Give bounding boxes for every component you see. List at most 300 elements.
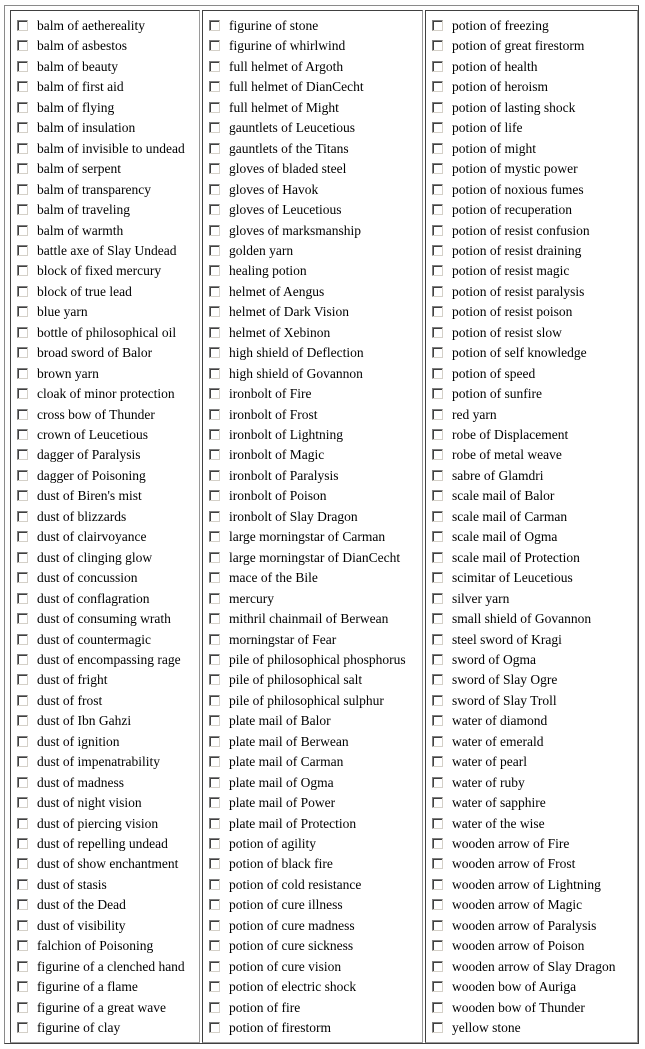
item-checkbox[interactable]: [17, 756, 28, 767]
item-checkbox[interactable]: [432, 777, 443, 788]
item-checkbox[interactable]: [209, 388, 220, 399]
item-checkbox[interactable]: [432, 634, 443, 645]
item-checkbox[interactable]: [432, 920, 443, 931]
item-checkbox[interactable]: [17, 797, 28, 808]
item-label: plate mail of Power: [229, 795, 336, 811]
item-checkbox[interactable]: [209, 920, 220, 931]
item-label: sword of Slay Ogre: [452, 672, 558, 688]
item-label: dust of blizzards: [37, 508, 127, 524]
item-label: sword of Ogma: [452, 651, 536, 667]
item-checkbox[interactable]: [17, 531, 28, 542]
item-label: potion of health: [452, 58, 538, 74]
item-checkbox[interactable]: [432, 899, 443, 910]
item-label: battle axe of Slay Undead: [37, 242, 177, 258]
item-checkbox[interactable]: [17, 265, 28, 276]
item-label: wooden arrow of Frost: [452, 856, 576, 872]
item-checkbox[interactable]: [209, 511, 220, 522]
item-label: gloves of bladed steel: [229, 161, 347, 177]
item-checkbox[interactable]: [209, 286, 220, 297]
item-label: helmet of Xebinon: [229, 324, 331, 340]
item-label: dust of impenatrability: [37, 754, 160, 770]
item-checkbox[interactable]: [209, 858, 220, 869]
item-label: small shield of Govannon: [452, 611, 592, 627]
item-label: balm of traveling: [37, 202, 130, 218]
item-checkbox[interactable]: [432, 613, 443, 624]
item-label: potion of great firestorm: [452, 38, 585, 54]
item-checkbox[interactable]: [209, 695, 220, 706]
item-checkbox[interactable]: [432, 818, 443, 829]
item-checkbox[interactable]: [432, 593, 443, 604]
item-checkbox[interactable]: [17, 81, 28, 92]
item-checkbox[interactable]: [432, 388, 443, 399]
item-checkbox[interactable]: [432, 715, 443, 726]
item-label: dagger of Poisoning: [37, 467, 146, 483]
item-label: high shield of Deflection: [229, 345, 364, 361]
item-label: dagger of Paralysis: [37, 447, 141, 463]
item-checkbox[interactable]: [209, 654, 220, 665]
item-checkbox[interactable]: [17, 511, 28, 522]
item-checkbox[interactable]: [17, 1022, 28, 1033]
item-label: balm of flying: [37, 99, 115, 115]
item-checkbox[interactable]: [432, 572, 443, 583]
item-checkbox[interactable]: [432, 429, 443, 440]
item-checkbox[interactable]: [432, 20, 443, 31]
item-label: gloves of Havok: [229, 181, 319, 197]
item-checkbox[interactable]: [209, 1002, 220, 1013]
item-label: pile of philosophical sulphur: [229, 692, 384, 708]
item-checkbox[interactable]: [432, 961, 443, 972]
item-label: wooden arrow of Lightning: [452, 876, 601, 892]
item-checkbox[interactable]: [432, 695, 443, 706]
item-checkbox[interactable]: [17, 593, 28, 604]
item-checkbox[interactable]: [209, 838, 220, 849]
item-checkbox[interactable]: [209, 899, 220, 910]
item-label: potion of sunfire: [452, 386, 542, 402]
item-label: full helmet of DianCecht: [229, 79, 364, 95]
item-label: balm of beauty: [37, 58, 118, 74]
item-label: balm of aethereality: [37, 18, 145, 33]
item-checkbox[interactable]: [17, 490, 28, 501]
item-checkbox[interactable]: [17, 204, 28, 215]
item-checkbox[interactable]: [209, 409, 220, 420]
item-checkbox[interactable]: [17, 940, 28, 951]
item-checkbox[interactable]: [209, 756, 220, 767]
item-label: dust of clinging glow: [37, 549, 153, 565]
item-checkbox[interactable]: [209, 961, 220, 972]
item-label: ironbolt of Lightning: [229, 427, 343, 442]
item-checkbox[interactable]: [209, 981, 220, 992]
item-checkbox[interactable]: [432, 306, 443, 317]
item-checkbox[interactable]: [432, 347, 443, 358]
item-label: blue yarn: [37, 304, 88, 320]
item-checkbox[interactable]: [17, 388, 28, 399]
item-label: potion of cure madness: [229, 917, 355, 933]
item-label: gloves of Leucetious: [229, 202, 342, 218]
item-label: balm of invisible to undead: [37, 140, 185, 156]
item-checkbox[interactable]: [17, 429, 28, 440]
item-checkbox[interactable]: [209, 613, 220, 624]
item-checkbox[interactable]: [17, 368, 28, 379]
item-checkbox[interactable]: [432, 122, 443, 133]
item-label: dust of fright: [37, 672, 108, 688]
item-label: healing potion: [229, 263, 307, 279]
item-label: potion of cure vision: [229, 958, 342, 974]
item-checkbox[interactable]: [432, 838, 443, 849]
item-label: potion of resist poison: [452, 304, 573, 320]
item-label: scale mail of Balor: [452, 488, 555, 504]
item-label: balm of transparency: [37, 181, 151, 197]
item-checkbox[interactable]: [432, 674, 443, 685]
item-checkbox[interactable]: [209, 634, 220, 645]
item-checkbox[interactable]: [432, 265, 443, 276]
item-checkbox[interactable]: [17, 1002, 28, 1013]
item-label: gauntlets of Leucetious: [229, 120, 355, 136]
item-label: potion of mystic power: [452, 161, 578, 177]
item-label: figurine of a great wave: [37, 999, 166, 1015]
item-label: scimitar of Leucetious: [452, 570, 573, 586]
item-label: robe of metal weave: [452, 447, 562, 463]
item-checkbox[interactable]: [209, 61, 220, 72]
item-checkbox[interactable]: [17, 961, 28, 972]
item-checkbox[interactable]: [209, 490, 220, 501]
item-label: water of sapphire: [452, 795, 546, 811]
item-label: potion of heroism: [452, 79, 548, 95]
item-label: wooden bow of Thunder: [452, 999, 585, 1015]
item-label: ironbolt of Slay Dragon: [229, 508, 358, 524]
item-checkbox[interactable]: [209, 552, 220, 563]
item-checkbox[interactable]: [209, 225, 220, 236]
item-checkbox[interactable]: [432, 511, 443, 522]
item-checkbox[interactable]: [209, 184, 220, 195]
item-checkbox[interactable]: [209, 531, 220, 542]
item-checkbox[interactable]: [209, 674, 220, 685]
item-checkbox[interactable]: [432, 286, 443, 297]
item-label: potion of self knowledge: [452, 345, 587, 361]
item-label: sabre of Glamdri: [452, 467, 544, 483]
item-checkbox[interactable]: [209, 245, 220, 256]
item-checkbox[interactable]: [17, 470, 28, 481]
item-checkbox[interactable]: [209, 593, 220, 604]
item-checkbox[interactable]: [432, 102, 443, 113]
item-label: scale mail of Ogma: [452, 529, 558, 545]
item-label: balm of insulation: [37, 120, 136, 136]
item-checkbox[interactable]: [17, 449, 28, 460]
item-label: helmet of Aengus: [229, 283, 325, 299]
item-label: dust of clairvoyance: [37, 529, 147, 545]
item-checkbox[interactable]: [432, 143, 443, 154]
item-checkbox[interactable]: [209, 143, 220, 154]
item-label: potion of lasting shock: [452, 99, 576, 115]
item-label: dust of piercing vision: [37, 815, 159, 831]
item-label: morningstar of Fear: [229, 631, 337, 647]
item-checkbox[interactable]: [17, 347, 28, 358]
item-checkbox[interactable]: [209, 940, 220, 951]
item-label: potion of resist draining: [452, 242, 582, 258]
item-checkbox[interactable]: [209, 327, 220, 338]
item-label: water of pearl: [452, 754, 527, 770]
item-label: plate mail of Berwean: [229, 733, 349, 749]
item-label: potion of noxious fumes: [452, 181, 584, 197]
item-label: scale mail of Protection: [452, 549, 580, 565]
item-checkbox[interactable]: [209, 777, 220, 788]
item-column-2: [202, 10, 423, 1043]
item-checkbox[interactable]: [432, 163, 443, 174]
item-checkbox[interactable]: [432, 225, 443, 236]
item-checkbox[interactable]: [209, 368, 220, 379]
item-checkbox[interactable]: [17, 409, 28, 420]
item-label: golden yarn: [229, 242, 294, 258]
item-checkbox[interactable]: [209, 429, 220, 440]
item-checkbox[interactable]: [432, 327, 443, 338]
item-checkbox[interactable]: [17, 818, 28, 829]
item-checkbox[interactable]: [17, 736, 28, 747]
item-checkbox[interactable]: [209, 40, 220, 51]
item-checkbox[interactable]: [209, 1022, 220, 1033]
item-checkbox[interactable]: [17, 674, 28, 685]
item-label: potion of freezing: [452, 18, 549, 33]
item-checkbox[interactable]: [432, 940, 443, 951]
item-checkbox[interactable]: [209, 204, 220, 215]
item-label: ironbolt of Poison: [229, 488, 327, 504]
item-checkbox[interactable]: [209, 102, 220, 113]
item-checkbox[interactable]: [209, 879, 220, 890]
item-label: dust of conflagration: [37, 590, 150, 606]
item-label: high shield of Govannon: [229, 365, 363, 381]
item-checkbox[interactable]: [432, 981, 443, 992]
item-label: water of diamond: [452, 713, 548, 729]
item-checkbox[interactable]: [432, 1002, 443, 1013]
item-checkbox[interactable]: [432, 449, 443, 460]
item-checkbox[interactable]: [17, 143, 28, 154]
item-label: potion of recuperation: [452, 202, 572, 218]
item-checkbox[interactable]: [17, 327, 28, 338]
item-checkbox[interactable]: [209, 265, 220, 276]
item-label: cloak of minor protection: [37, 386, 175, 402]
item-checkbox[interactable]: [432, 368, 443, 379]
item-checkbox[interactable]: [17, 572, 28, 583]
item-label: sword of Slay Troll: [452, 692, 557, 708]
item-label: ironbolt of Fire: [229, 386, 312, 402]
item-checkbox[interactable]: [432, 470, 443, 481]
item-label: figurine of whirlwind: [229, 38, 346, 54]
item-label: plate mail of Carman: [229, 754, 344, 770]
item-label: balm of first aid: [37, 79, 124, 95]
item-label: potion of might: [452, 140, 536, 156]
item-label: silver yarn: [452, 590, 510, 606]
item-checkbox[interactable]: [209, 818, 220, 829]
item-label: potion of agility: [229, 836, 316, 851]
item-label: figurine of a clenched hand: [37, 958, 185, 974]
item-label: dust of encompassing rage: [37, 651, 181, 667]
item-checkbox[interactable]: [17, 879, 28, 890]
item-label: figurine of a flame: [37, 979, 138, 995]
item-checkbox[interactable]: [432, 797, 443, 808]
item-checkbox[interactable]: [209, 20, 220, 31]
item-checkbox[interactable]: [209, 449, 220, 460]
item-label: dust of repelling undead: [37, 836, 168, 851]
item-checkbox[interactable]: [432, 184, 443, 195]
item-checkbox[interactable]: [432, 490, 443, 501]
item-checkbox[interactable]: [432, 40, 443, 51]
item-checkbox[interactable]: [17, 654, 28, 665]
item-label: balm of warmth: [37, 222, 124, 238]
item-checkbox[interactable]: [17, 184, 28, 195]
item-label: mercury: [229, 590, 274, 606]
item-checkbox[interactable]: [432, 245, 443, 256]
item-label: wooden arrow of Slay Dragon: [452, 958, 616, 974]
item-checkbox[interactable]: [17, 981, 28, 992]
item-checkbox[interactable]: [17, 920, 28, 931]
item-label: potion of firestorm: [229, 1020, 331, 1036]
item-label: mithril chainmail of Berwean: [229, 611, 389, 627]
item-checkbox[interactable]: [17, 858, 28, 869]
item-label: potion of speed: [452, 365, 536, 381]
item-column-3: [425, 10, 638, 1043]
item-label: wooden arrow of Paralysis: [452, 917, 597, 933]
item-label: wooden bow of Auriga: [452, 979, 577, 995]
item-checkbox[interactable]: [209, 736, 220, 747]
item-label: yellow stone: [452, 1020, 521, 1036]
item-column-1: [10, 10, 200, 1043]
item-label: potion of life: [452, 120, 523, 136]
item-label: brown yarn: [37, 365, 99, 381]
item-label: large morningstar of Carman: [229, 529, 386, 545]
item-label: dust of concussion: [37, 570, 138, 586]
item-checkbox[interactable]: [17, 40, 28, 51]
item-label: dust of the Dead: [37, 897, 126, 913]
item-checkbox[interactable]: [432, 531, 443, 542]
item-checkbox[interactable]: [17, 552, 28, 563]
item-checkbox[interactable]: [432, 756, 443, 767]
item-label: wooden arrow of Fire: [452, 836, 570, 851]
item-label: broad sword of Balor: [37, 345, 153, 361]
item-label: potion of cold resistance: [229, 876, 362, 892]
item-checkbox[interactable]: [209, 572, 220, 583]
item-label: figurine of stone: [229, 18, 319, 33]
item-checkbox[interactable]: [209, 347, 220, 358]
item-label: pile of philosophical salt: [229, 672, 363, 688]
item-label: dust of show enchantment: [37, 856, 179, 872]
item-label: potion of cure sickness: [229, 938, 354, 954]
item-checkbox[interactable]: [432, 552, 443, 563]
item-label: potion of resist confusion: [452, 222, 590, 238]
item-label: dust of consuming wrath: [37, 611, 171, 627]
item-label: potion of black fire: [229, 856, 333, 872]
item-label: potion of resist slow: [452, 324, 562, 340]
item-checkbox[interactable]: [432, 1022, 443, 1033]
item-checkbox[interactable]: [17, 695, 28, 706]
item-label: gloves of marksmanship: [229, 222, 361, 238]
item-label: cross bow of Thunder: [37, 406, 155, 422]
item-label: dust of madness: [37, 774, 124, 790]
item-label: balm of serpent: [37, 161, 121, 177]
item-checkbox[interactable]: [17, 102, 28, 113]
item-checkbox[interactable]: [432, 204, 443, 215]
item-checkbox[interactable]: [432, 879, 443, 890]
item-checkbox[interactable]: [209, 81, 220, 92]
item-label: scale mail of Carman: [452, 508, 568, 524]
item-label: full helmet of Argoth: [229, 58, 344, 74]
item-label: plate mail of Ogma: [229, 774, 334, 790]
item-checkbox[interactable]: [17, 613, 28, 624]
item-label: potion of cure illness: [229, 897, 343, 913]
item-checkbox[interactable]: [17, 20, 28, 31]
item-checkbox[interactable]: [17, 715, 28, 726]
item-label: ironbolt of Paralysis: [229, 467, 339, 483]
item-checkbox[interactable]: [432, 81, 443, 92]
item-checklist-table: [4, 5, 639, 1044]
item-label: block of true lead: [37, 283, 132, 299]
item-checkbox[interactable]: [17, 634, 28, 645]
item-checkbox[interactable]: [209, 306, 220, 317]
item-label: dust of Biren's mist: [37, 488, 142, 504]
item-label: water of ruby: [452, 774, 525, 790]
item-label: pile of philosophical phosphorus: [229, 651, 406, 667]
item-checkbox[interactable]: [432, 409, 443, 420]
item-label: gauntlets of the Titans: [229, 140, 349, 156]
item-checkbox[interactable]: [432, 61, 443, 72]
item-label: dust of ignition: [37, 733, 120, 749]
item-label: dust of stasis: [37, 876, 107, 892]
item-label: crown of Leucetious: [37, 427, 148, 442]
item-checkbox[interactable]: [209, 797, 220, 808]
item-label: potion of electric shock: [229, 979, 357, 995]
item-label: full helmet of Might: [229, 99, 339, 115]
item-checkbox[interactable]: [209, 163, 220, 174]
item-checkbox[interactable]: [17, 899, 28, 910]
item-checkbox[interactable]: [17, 306, 28, 317]
item-label: plate mail of Balor: [229, 713, 331, 729]
item-checkbox[interactable]: [17, 245, 28, 256]
item-label: wooden arrow of Magic: [452, 897, 583, 913]
item-label: plate mail of Protection: [229, 815, 357, 831]
item-label: dust of Ibn Gahzi: [37, 713, 132, 729]
item-label: balm of asbestos: [37, 38, 127, 54]
item-checkbox[interactable]: [17, 838, 28, 849]
item-label: potion of fire: [229, 999, 301, 1015]
item-label: mace of the Bile: [229, 570, 318, 586]
item-checkbox[interactable]: [209, 470, 220, 481]
item-label: wooden arrow of Poison: [452, 938, 585, 954]
item-checkbox[interactable]: [17, 122, 28, 133]
item-checkbox[interactable]: [209, 122, 220, 133]
item-label: potion of resist magic: [452, 263, 570, 279]
item-label: water of the wise: [452, 815, 545, 831]
item-label: ironbolt of Magic: [229, 447, 325, 463]
item-label: red yarn: [452, 406, 497, 422]
item-label: dust of visibility: [37, 917, 126, 933]
item-checkbox[interactable]: [432, 736, 443, 747]
item-checkbox[interactable]: [17, 286, 28, 297]
item-checkbox[interactable]: [17, 61, 28, 72]
item-checkbox[interactable]: [209, 715, 220, 726]
item-checkbox[interactable]: [17, 225, 28, 236]
item-label: potion of resist paralysis: [452, 283, 585, 299]
item-checkbox[interactable]: [17, 777, 28, 788]
item-label: falchion of Poisoning: [37, 938, 154, 954]
item-label: dust of countermagic: [37, 631, 151, 647]
item-label: dust of frost: [37, 692, 103, 708]
item-label: ironbolt of Frost: [229, 406, 318, 422]
item-label: block of fixed mercury: [37, 263, 162, 279]
item-label: dust of night vision: [37, 795, 142, 811]
item-label: large morningstar of DianCecht: [229, 549, 401, 565]
item-checkbox[interactable]: [17, 163, 28, 174]
item-label: steel sword of Kragi: [452, 631, 562, 647]
item-checkbox[interactable]: [432, 858, 443, 869]
item-label: robe of Displacement: [452, 427, 569, 442]
item-checkbox[interactable]: [432, 654, 443, 665]
